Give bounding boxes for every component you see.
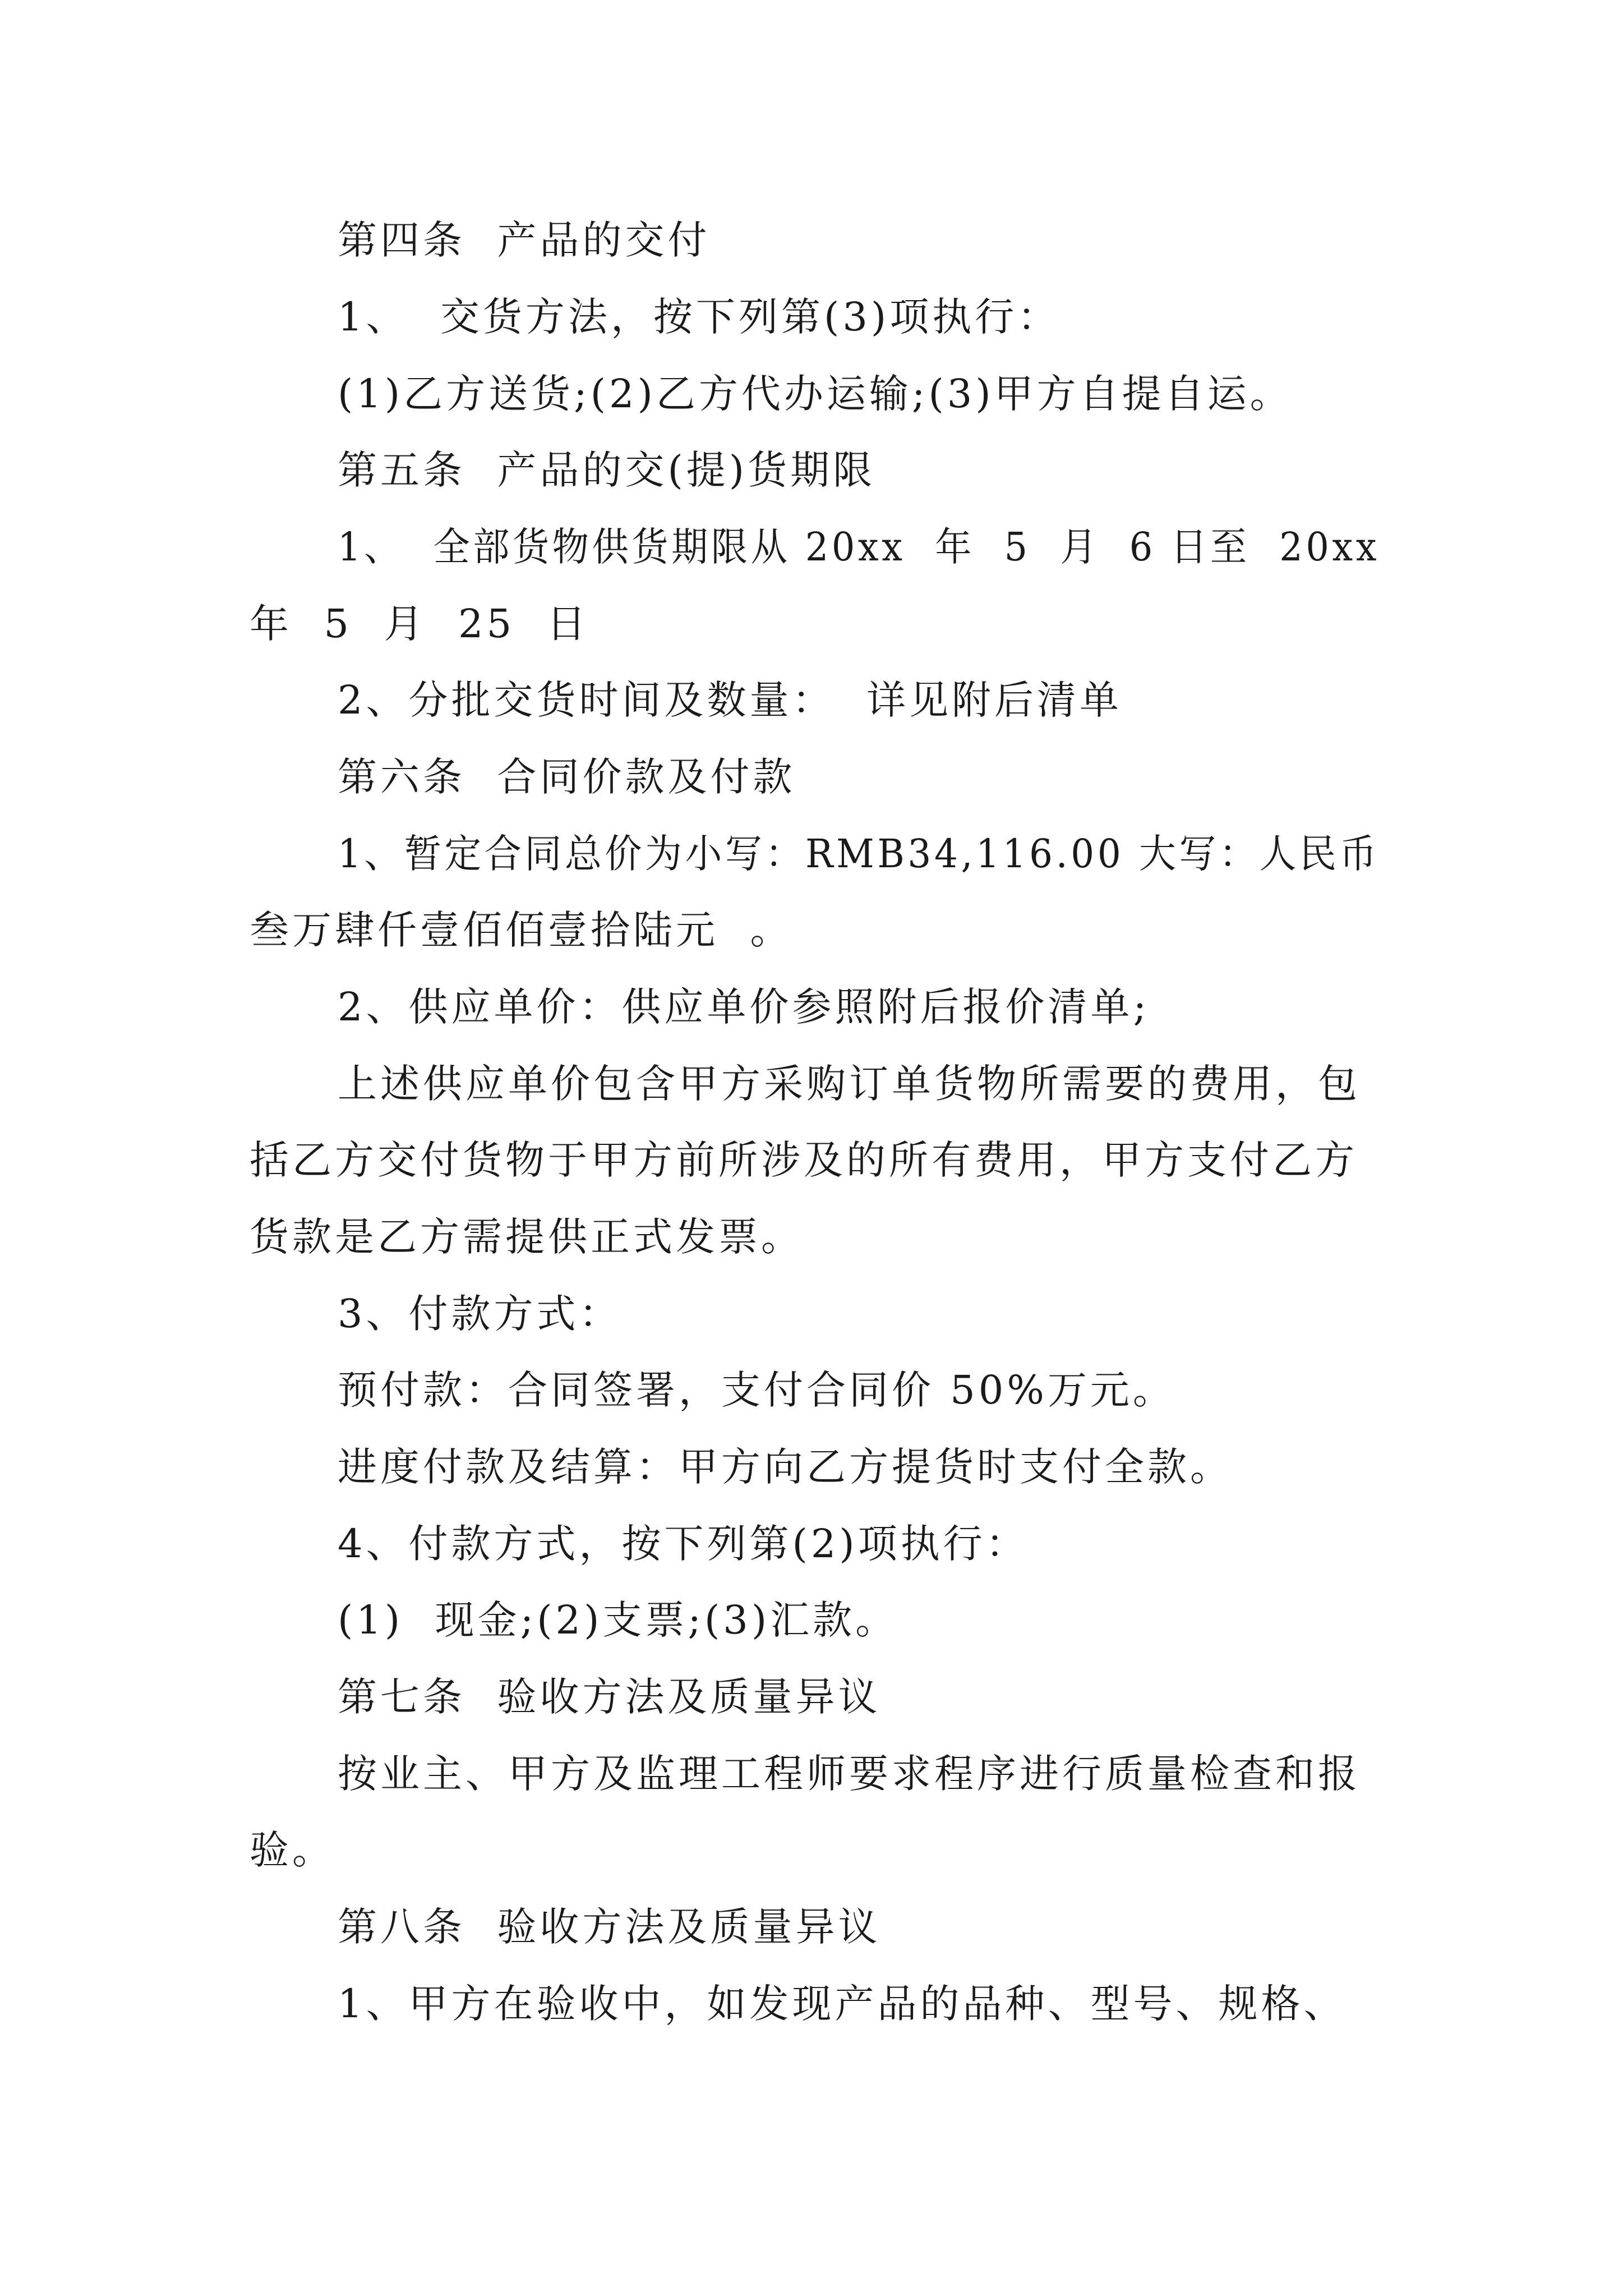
paragraph-line: 4、付款方式，按下列第(2)项执行： [338,1521,1029,1567]
paragraph-line: 上述供应单价包含甲方采购订单货物所需要的费用，包 [338,1061,1361,1107]
paragraph-line: 1、 全部货物供货期限从 20xx 年 5 月 6 日至 20xx [338,524,1380,570]
paragraph-line: 验。 [250,1827,335,1873]
paragraph-line: 2、分批交货时间及数量： 详见附后清单 [338,677,1123,723]
paragraph-line: 2、供应单价：供应单价参照附后报价清单; [338,984,1150,1030]
paragraph-line: 括乙方交付货物于甲方前所涉及的所有费用，甲方支付乙方 [250,1137,1358,1183]
paragraph-line: 年 5 月 25 日 [250,601,589,647]
section-4-heading: 第四条 产品的交付 [338,217,711,263]
section-7-heading: 第七条 验收方法及质量异议 [338,1674,881,1720]
paragraph-line: 1、甲方在验收中，如发现产品的品种、型号、规格、 [338,1981,1347,2027]
paragraph-line: 预付款：合同签署，支付合同价 50%万元。 [338,1367,1175,1413]
section-6-heading: 第六条 合同价款及付款 [338,754,796,800]
paragraph-line: 1、暂定合同总价为小写：RMB34,116.00 大写：人民币 [338,831,1380,877]
paragraph-line: 按业主、甲方及监理工程师要求程序进行质量检查和报 [338,1751,1361,1797]
paragraph-line: 叁万肆仟壹佰佰壹拾陆元 。 [250,907,793,953]
paragraph-line: 1、 交货方法，按下列第(3)项执行： [338,294,1061,340]
paragraph-line: 3、付款方式： [338,1291,622,1337]
paragraph-line: (1) 现金;(2)支票;(3)汇款。 [338,1597,898,1643]
section-5-heading: 第五条 产品的交(提)货期限 [338,447,876,493]
paragraph-line: (1)乙方送货;(2)乙方代办运输;(3)甲方自提自运。 [338,371,1293,417]
paragraph-line: 进度付款及结算：甲方向乙方提货时支付全款。 [338,1444,1233,1490]
section-8-heading: 第八条 验收方法及质量异议 [338,1904,881,1950]
paragraph-line: 货款是乙方需提供正式发票。 [250,1214,804,1260]
